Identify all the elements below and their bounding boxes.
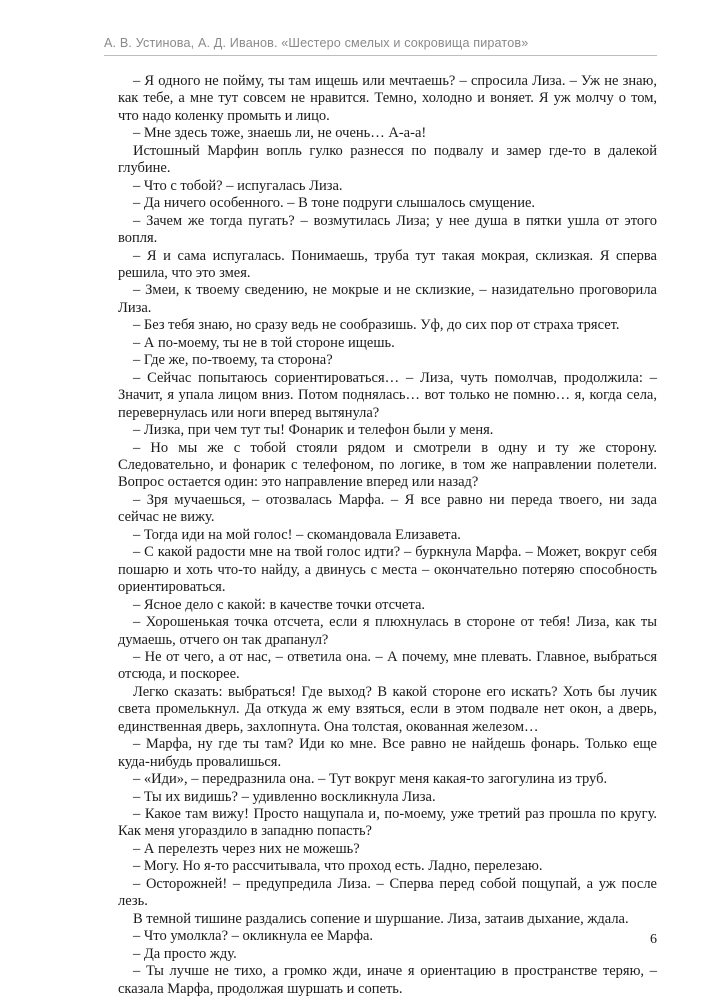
paragraph: – Марфа, ну где ты там? Иди ко мне. Все равно не найдешь фонарь. Только еще куда-нибудь провалишься. bbox=[118, 736, 657, 770]
paragraph: В темной тишине раздались сопение и шуршание. Лиза, затаив дыхание, ждала. bbox=[133, 910, 629, 927]
paragraph: – Без тебя знаю, но сразу ведь не сообразишь. Уф, до сих пор от страха трясет. bbox=[133, 317, 620, 334]
header-divider bbox=[104, 55, 657, 56]
paragraph: – С какой радости мне на твой голос идти? – буркнула Марфа. – Может, вокруг себя пошарю и хоть что-то найду, а двинусь с места – окончательно потеряю способность ориентироваться. bbox=[118, 544, 657, 596]
paragraph: – Могу. Но я-то рассчитывала, что проход есть. Ладно, перелезаю. bbox=[133, 858, 543, 875]
paragraph: – Ясное дело с какой: в качестве точки отсчета. bbox=[133, 596, 426, 613]
paragraph: – Зачем же тогда пугать? – возмутилась Лиза; у нее душа в пятки ушла от этого вопля. bbox=[118, 212, 657, 247]
paragraph: – А перелезть через них не можешь? bbox=[133, 840, 360, 857]
paragraph: – Где же, по-твоему, та сторона? bbox=[133, 352, 333, 369]
paragraph: – «Иди», – передразнила она. – Тут вокруг меня какая-то загогулина из труб. bbox=[133, 771, 608, 788]
paragraph: – Да просто жду. bbox=[133, 945, 237, 962]
paragraph: – Сейчас попытаюсь сориентироваться… – Лиза, чуть помолчав, продолжила: – Значит, я упала лицом вниз. Потом поднялась… вот только не помню… я, когда села, перевернулась или ноги вперед вытянула? bbox=[118, 369, 657, 421]
paragraph: Истошный Марфин вопль гулко разнесся по подвалу и замер где-то в далекой глубине. bbox=[118, 142, 657, 177]
paragraph: – Тогда иди на мой голос! – скомандовала Елизавета. bbox=[133, 526, 461, 543]
paragraph: – Ты их видишь? – удивленно воскликнула Лиза. bbox=[133, 788, 436, 805]
paragraph: Легко сказать: выбраться! Где выход? В какой стороне его искать? Хоть бы лучик света промелькнул. Да откуда ж ему взяться, если в этом подвале нет окон, а дверь, единственная дверь, захлопнута. Она толстая, окованная железом… bbox=[118, 683, 657, 735]
paragraph: – Но мы же с тобой стояли рядом и смотрели в одну и ту же сторону. Следовательно, и фонарик с телефоном, по логике, в том же направлении полетели. Вопрос остается один: это направление вперед или назад? bbox=[118, 439, 657, 491]
paragraph: – Какое там вижу! Просто нащупала и, по-моему, уже третий раз прошла по кругу. Как меня угораздило в западню попасть? bbox=[118, 806, 657, 840]
paragraph: – Лизка, при чем тут ты! Фонарик и телефон были у меня. bbox=[133, 422, 494, 439]
paragraph: – Да ничего особенного. – В тоне подруги слышалось смущение. bbox=[133, 195, 536, 212]
running-header: А. В. Устинова, А. Д. Иванов. «Шестеро смелых и сокровища пиратов» bbox=[104, 36, 529, 50]
paragraph: – Что умолкла? – окликнула ее Марфа. bbox=[133, 928, 374, 945]
paragraph: – Хорошенькая точка отсчета, если я плюхнулась в стороне от тебя! Лиза, как ты думаешь, отчего он так драпанул? bbox=[118, 614, 657, 648]
paragraph: – Зря мучаешься, – отозвалась Марфа. – Я все равно ни переда твоего, ни зада сейчас не вижу. bbox=[118, 491, 657, 526]
paragraph: – Что с тобой? – испугалась Лиза. bbox=[133, 177, 343, 194]
page-number: 6 bbox=[650, 932, 657, 947]
paragraph: – Не от чего, а от нас, – ответила она. – А почему, мне плевать. Главное, выбраться отсюда, и поскорее. bbox=[118, 648, 657, 683]
paragraph: – Осторожней! – предупредила Лиза. – Сперва перед собой пощупай, а уж после лезь. bbox=[118, 875, 657, 910]
paragraph: – А по-моему, ты не в той стороне ищешь. bbox=[133, 334, 395, 351]
paragraph: – Мне здесь тоже, знаешь ли, не очень… А-а-а! bbox=[133, 125, 427, 142]
paragraph: – Змеи, к твоему сведению, не мокрые и не склизкие, – назидательно проговорила Лиза. bbox=[118, 282, 657, 316]
body-text bbox=[118, 73, 657, 998]
paragraph: – Я одного не пойму, ты там ищешь или мечтаешь? – спросила Лиза. – Уж не знаю, как тебе, а мне тут совсем не нравится. Темно, холодно и воняет. Я уж молчу о том, что надо коленку промыть и лицо. bbox=[118, 73, 657, 124]
paragraph: – Я и сама испугалась. Понимаешь, труба тут такая мокрая, склизкая. Я сперва решила, что это змея. bbox=[118, 247, 657, 281]
paragraph: – Ты лучше не тихо, а громко жди, иначе я ориентацию в пространстве теряю, – сказала Марфа, продолжая шуршать и сопеть. bbox=[118, 963, 657, 997]
